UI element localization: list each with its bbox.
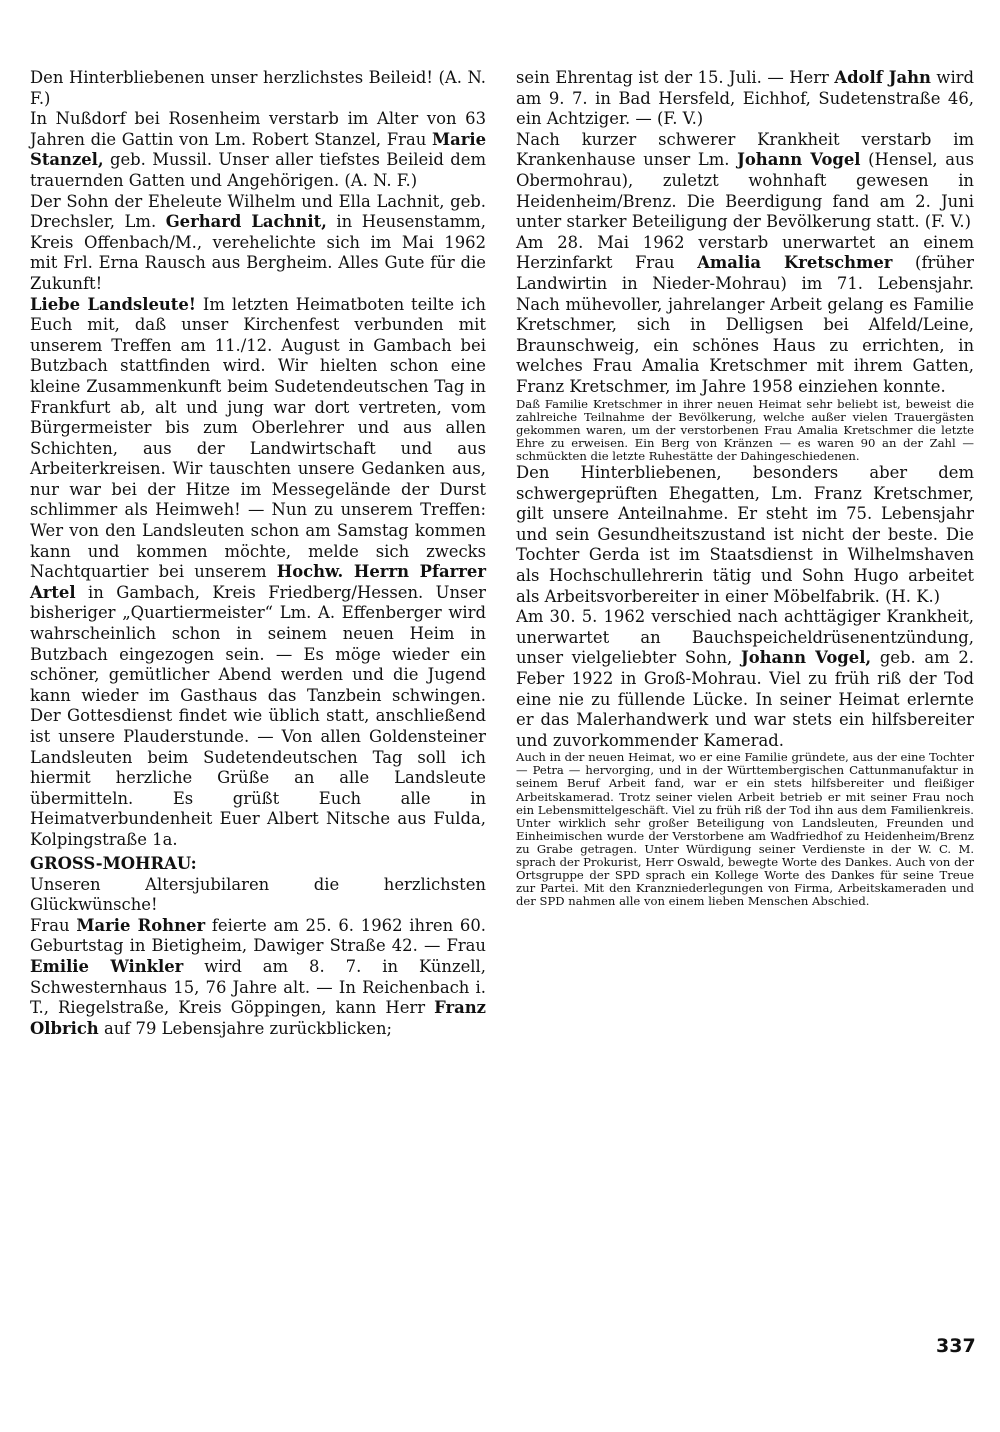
obituary-johann-vogel-paragraph: Am 30. 5. 1962 verschied nach achttägiger Krankheit, unerwartet an Bauchspeicheldrüsenentzündung, unser vielgeliebter Sohn, Johann Vogel, geb. am 2. Feber 1922 in Groß-Mohrau. Viel zu früh riß der Tod eine nie zu füllende Lücke. In seiner Heimat erlernte er das Malerhandwerk und war stets ein hilfsbereiter und zuvorkommender Kamerad. — [516, 607, 975, 750]
left-column — [30, 68, 486, 1039]
letter-landsleute-paragraph: Liebe Landsleute! Im letzten Heimatboten teilte ich Euch mit, daß unser Kirchenfest verbunden mit unserem Treffen am 11./12. August in Gambach bei Butzbach stattfinden wird. Wir hielten schon eine kleine Zusammenkunft beim Sudetendeutschen Tag in Frankfurt ab, alt und jung war dort vertreten, vom Bürgermeister bis zum Oberlehrer und aus allen Schichten, aus der Landwirtschaft und aus Arbeiterkreisen. Wir tauschten unsere Gedanken aus, nur war bei der Hitze im Messegelände der Durst schlimmer als Heimweh! — Nun zu unserem Treffen: Wer von den Landsleuten schon am Samstag kommen kann und kommen möchte, melde sich zwecks Nachtquartier bei unserem Hochw. Herrn Pfarrer Artel in Gambach, Kreis Friedberg/Hessen. Unser bisheriger „Quartiermeister“ Lm. A. Effenberger wird wahrscheinlich schon in seinem neuen Heim in Butzbach eingezogen sein. — Es möge wieder ein schöner, gemütlicher Abend werden und die Jugend kann wieder im Gasthaus das Tanzbein schwingen. Der Gottesdienst findet wie üblich statt, anschließend ist unsere Plauderstunde. — Von allen Goldensteiner Landsleuten beim Sudetendeutschen Tag soll ich hiermit herzliche Grüße an alle Landsleute übermitteln. Es grüßt Euch alle in Heimatverbundenheit Euer Albert Nitsche aus Fulda, Kolpingstraße 1a. — [30, 294, 486, 849]
condolence-paragraph: Den Hinterbliebenen unser herzlichstes Beileid! (A. N. F.) — [30, 68, 486, 108]
obituary-stanzel-paragraph: In Nußdorf bei Rosenheim verstarb im Alter von 63 Jahren die Gattin von Lm. Robert Stanzel, Frau Marie Stanzel, geb. Mussil. Unser aller tiefstes Beileid dem trauernden Gatten und Angehörigen. (A. N. F.) — [30, 109, 486, 190]
kretschmer-family-paragraph: Den Hinterbliebenen, besonders aber dem schwergeprüften Ehegatten, Lm. Franz Kretschmer, gilt unsere Anteilnahme. Er steht im 75. Lebensjahr und sein Gesundheitszustand ist nicht der beste. Die Tochter Gerda ist im Staatsdienst in Wilhelmshaven als Hochschullehrerin tätig und Sohn Hugo arbeitet als Arbeitsvorbereiter in einer Möbelfabrik. (H. K.) — [516, 462, 974, 606]
section-heading-gross-mohrau: GROSS-MOHRAU: — [30, 853, 197, 873]
greetings-paragraph: Unseren Altersjubilaren die herzlichsten Glückwünsche! — [30, 874, 486, 915]
page-number: 337 — [936, 1335, 976, 1357]
birthday-jahn-paragraph: sein Ehrentag ist der 15. Juli. — Herr Adolf Jahn wird am 9. 7. in Bad Hersfeld, Eichhof, Sudetenstraße 46, ein Achtziger. — (F. V.) — [516, 68, 975, 129]
obituary-kretschmer-paragraph: Am 28. Mai 1962 verstarb unerwartet an einem Herzinfarkt Frau Amalia Kretschmer (früher Landwirtin in Nieder-Mohrau) im 71. Lebensjahr. Nach mühevoller, jahrelanger Arbeit gelang es Familie Kretschmer, sich in Delligsen bei Alfeld/Leine, Braunschweig, ein schönes Haus zu errichten, in welches Frau Amalia Kretschmer mit ihrem Gatten, Franz Kretschmer, im Jahre 1958 einziehen konnte. — [516, 232, 974, 396]
right-column — [516, 68, 974, 908]
birthdays-paragraph: Frau Marie Rohner feierte am 25. 6. 1962 ihren 60. Geburtstag in Bietigheim, Dawiger Straße 42. — Frau Emilie Winkler wird am 8. 7. in Künzell, Schwesternhaus 15, 76 Jahre alt. — In Reichenbach i. T., Riegelstraße, Kreis Göppingen, kann Herr Franz Olbrich auf 79 Lebensjahre zurückblicken; — [30, 915, 486, 1038]
kretschmer-funeral-smallprint: Daß Familie Kretschmer in ihrer neuen Heimat sehr beliebt ist, beweist die zahlreiche Teilnahme der Bevölkerung, welche außer vielen Trauergästen gekommen waren, um der verstorbenen Frau Amalia Kretschmer die letzte Ehre zu erweisen. Ein Berg von Kränzen — es waren 90 an der Zahl — schmückten die letzte Ruhestätte der Dahingeschiedenen. — [516, 396, 974, 463]
vogel-funeral-smallprint: Auch in der neuen Heimat, wo er eine Familie gründete, aus der eine Tochter — Petra — hervorging, und in der Württembergischen Cattunmanufaktur in seinem Beruf Arbeit fand, war er ein stets hilfsbereiter und fleißiger Arbeitskamerad. Trotz seiner vielen Arbeit betrieb er mit seiner Frau noch ein Lebensmittelgeschäft. Viel zu früh riß der Tod ihn aus dem Familienkreis. Unter wirklich sehr großer Beteiligung von Landsleuten, Freunden und Einheimischen wurde der Verstorbene am Wadfriedhof zu Heidenheim/Brenz zu Grabe getragen. Unter Würdigung seiner Verdienste in der W. C. M. sprach der Prokurist, Herr Oswald, bewegte Worte des Dankes. Auch von der Ortsgruppe der SPD sprach ein Kollege Worte des Dankes für seine Treue zur Partei. Mit den Kranzniederlegungen von Firma, Arbeitskameraden und der SPD nahmen alle von einem lieben Menschen Abschied. — [516, 750, 974, 909]
obituary-vogel-paragraph: Nach kurzer schwerer Krankheit verstarb im Krankenhause unser Lm. Johann Vogel (Hensel, aus Obermohrau), zuletzt wohnhaft gewesen in Heidenheim/Brenz. Die Beerdigung fand am 2. Juni unter starker Beteiligung der Bevölkerung statt. (F. V.) — [516, 129, 974, 232]
wedding-lachnit-paragraph: Der Sohn der Eheleute Wilhelm und Ella Lachnit, geb. Drechsler, Lm. Gerhard Lachnit, in Heusenstamm, Kreis Offenbach/M., verehelichte sich im Mai 1962 mit Frl. Erna Rausch aus Bergheim. Alles Gute für die Zukunft! — [30, 191, 486, 293]
